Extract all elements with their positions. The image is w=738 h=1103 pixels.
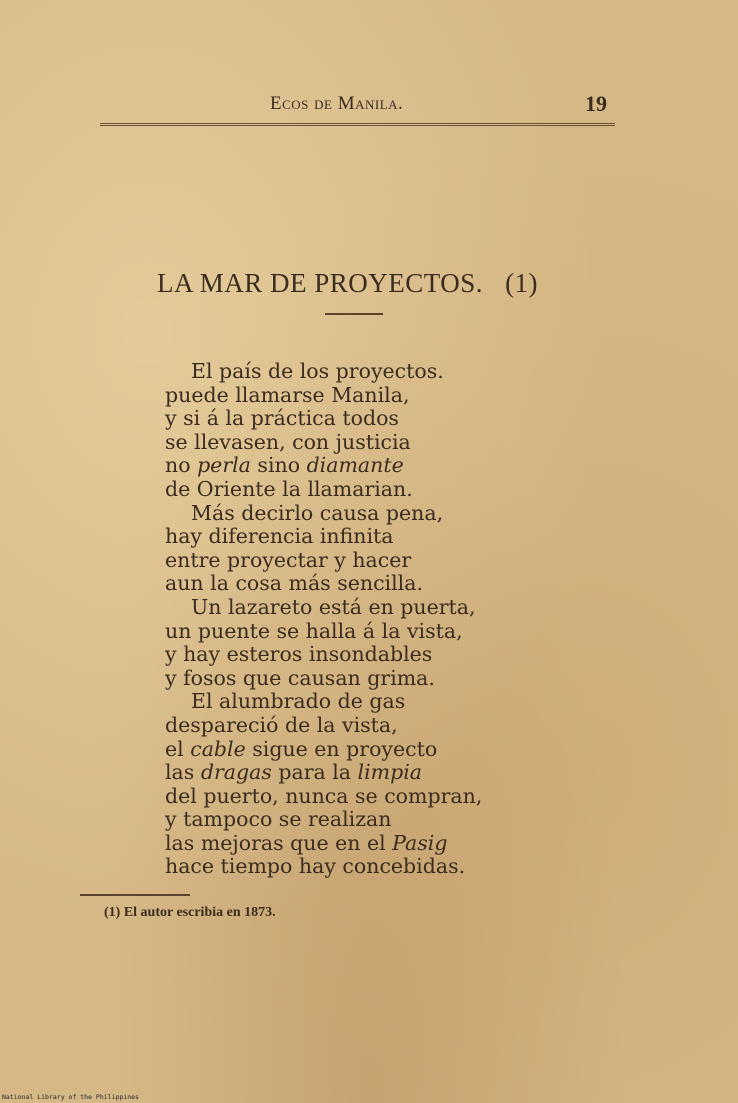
line-text: para la (271, 760, 358, 785)
line-text: un puente se halla á la vista, (165, 618, 463, 643)
line-text: las mejoras que en el (165, 830, 393, 855)
poem-line (165, 761, 525, 785)
italic-word: diamante (306, 453, 404, 478)
footnote-rule (80, 894, 190, 896)
poem-line (165, 832, 525, 856)
poem-line (165, 360, 525, 384)
poem-line (165, 549, 525, 573)
library-credit: National Library of the Philippines (2, 1093, 139, 1101)
poem-line (165, 808, 525, 832)
line-text: entre proyectar y hacer (165, 547, 412, 572)
title-rule (325, 313, 383, 315)
line-text: y tampoco se realizan (165, 807, 392, 832)
poem-line (165, 855, 525, 879)
line-text: hay diferencia infinita (165, 524, 394, 549)
line-text: Un lazareto está en puerta, (191, 594, 476, 619)
italic-word: perla (197, 453, 251, 478)
footnote: (1) El autor escribia en 1873. (104, 905, 276, 920)
poem-body (165, 360, 525, 879)
poem-line (165, 454, 525, 478)
poem-line (165, 596, 525, 620)
line-text: las (165, 760, 201, 785)
line-text: del puerto, nunca se compran, (165, 783, 483, 808)
poem-line (165, 643, 525, 667)
line-text: El país de los proyectos. (191, 359, 444, 383)
line-text: y fosos que causan grima. (165, 665, 435, 690)
line-text: hace tiempo hay concebidas. (165, 854, 466, 879)
line-text: de Oriente la llamarian. (165, 476, 413, 501)
line-text: se llevasen, con justicia (165, 429, 411, 454)
italic-word: dragas (200, 760, 272, 785)
poem-title-block (157, 268, 577, 299)
line-text: sigue en proyecto (245, 736, 438, 761)
poem-line (165, 738, 525, 762)
italic-word: Pasig (392, 830, 448, 855)
line-text: El alumbrado de gas (191, 689, 406, 714)
header-rule (100, 123, 615, 126)
poem-line (165, 431, 525, 455)
poem-title: LA MAR DE PROYECTOS. (157, 268, 484, 298)
line-text: sino (250, 453, 307, 478)
poem-line (165, 572, 525, 596)
poem-title-line (157, 268, 577, 299)
italic-word: limpia (357, 760, 422, 785)
poem-line (165, 690, 525, 714)
poem-line (165, 407, 525, 431)
line-text: y si á la práctica todos (165, 406, 399, 431)
poem-line (165, 502, 525, 526)
line-text: el (165, 736, 191, 761)
page-number: 19 (585, 91, 607, 116)
line-text: despareció de la vista, (165, 712, 398, 737)
poem-line (165, 714, 525, 738)
poem-line (165, 525, 525, 549)
poem-line (165, 667, 525, 691)
line-text: aun la cosa más sencilla. (165, 571, 423, 596)
poem-line (165, 384, 525, 408)
poem-line (165, 478, 525, 502)
line-text: y hay esteros insondables (165, 642, 433, 667)
italic-word: cable (190, 736, 246, 761)
running-title: Ecos de Manila. (270, 93, 404, 114)
running-header (100, 93, 615, 127)
line-text: puede llamarse Manila, (165, 382, 410, 407)
poem-line (165, 785, 525, 809)
footnote-mark: (1) (505, 268, 539, 298)
poem-line (165, 620, 525, 644)
line-text: Más decirlo causa pena, (191, 500, 444, 525)
line-text: no (165, 453, 198, 478)
